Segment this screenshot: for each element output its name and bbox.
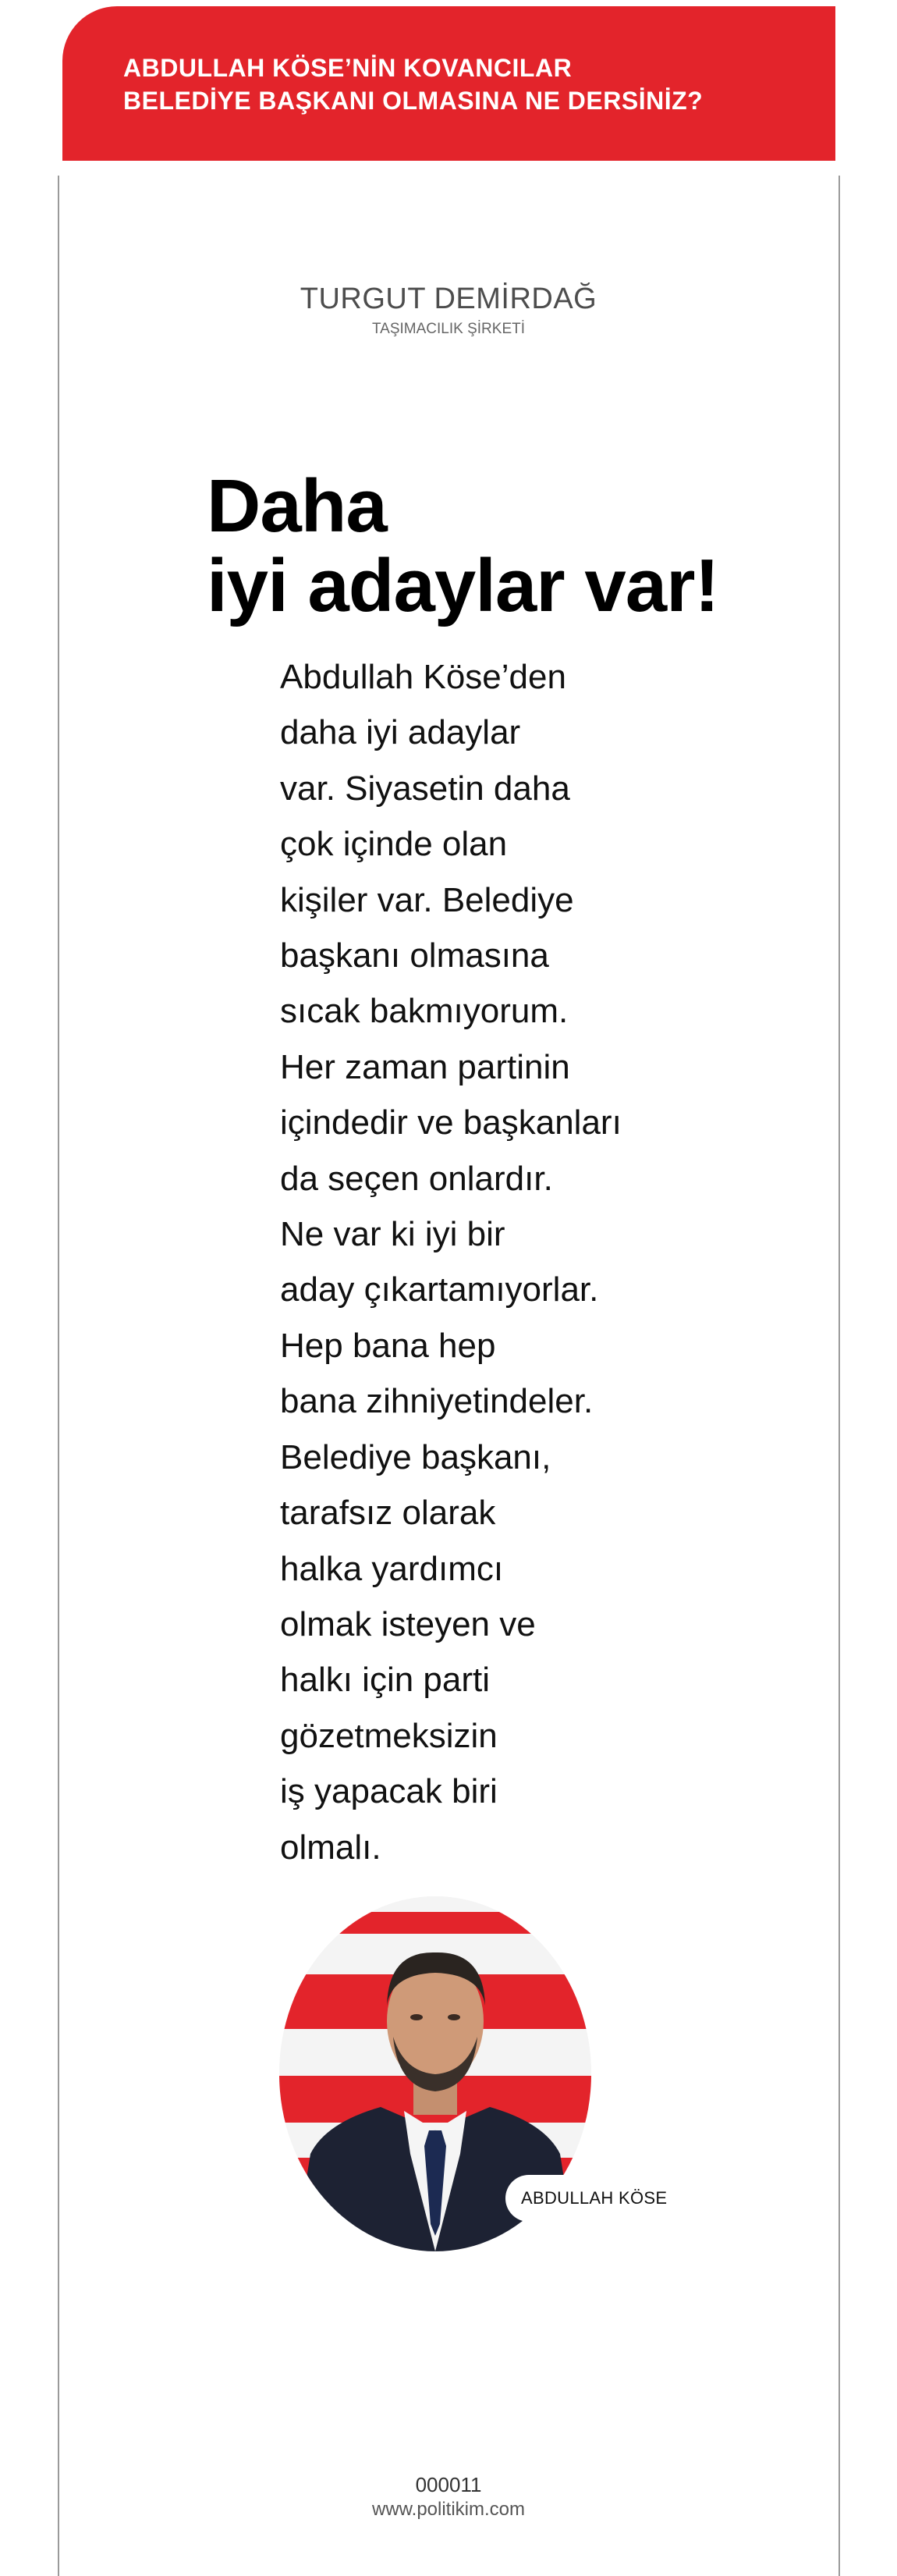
body-line: sıcak bakmıyorum. [280, 992, 569, 1031]
body-line: olmalı. [280, 1828, 381, 1867]
headline-line-1: Daha [207, 464, 387, 548]
body-line: Her zaman partinin [280, 1047, 570, 1086]
body-line: başkanı olmasına [280, 936, 549, 975]
headline [207, 464, 719, 627]
quote-body [280, 649, 622, 1875]
body-line: var. Siyasetin daha [280, 769, 570, 808]
author-name: TURGUT DEMİRDAĞ [300, 282, 597, 315]
body-line: iş yapacak biri [280, 1772, 498, 1811]
site-url-link[interactable]: www.politikim.com [371, 2499, 526, 2520]
question-banner [62, 6, 835, 161]
body-line: tarafsız olarak [280, 1494, 496, 1533]
body-line: gözetmeksizin [280, 1716, 498, 1755]
question-line-1: ABDULLAH KÖSE’NİN KOVANCILAR [123, 54, 573, 82]
body-line: olmak isteyen ve [280, 1604, 536, 1643]
frame-line-left [58, 176, 59, 2576]
page-number: 000011 [415, 2473, 482, 2496]
body-line: Hep bana hep [280, 1326, 496, 1365]
body-line: Ne var ki iyi bir [280, 1215, 505, 1254]
photo-caption [505, 2175, 685, 2222]
body-line: da seçen onlardır. [280, 1159, 553, 1198]
body-line: bana zihniyetindeler. [280, 1382, 594, 1421]
body-line: aday çıkartamıyorlar. [280, 1270, 599, 1309]
frame-line-right [838, 176, 840, 2576]
body-line: halkı için parti [280, 1661, 491, 1700]
body-line: Belediye başkanı, [280, 1437, 551, 1476]
page-footer [0, 2472, 897, 2522]
photo-caption-text: ABDULLAH KÖSE [521, 2188, 668, 2208]
author-block [0, 281, 897, 339]
question-line-2: BELEDİYE BAŞKANI OLMASINA NE DERSİNİZ? [123, 87, 704, 115]
body-line: kişiler var. Belediye [280, 880, 574, 919]
author-role: TAŞIMACILIK ŞİRKETİ [371, 321, 526, 337]
body-line: çok içinde olan [280, 825, 508, 864]
body-line: Abdullah Köse’den [280, 658, 566, 696]
body-line: içindedir ve başkanları [280, 1103, 622, 1142]
headline-line-2: iyi adaylar var! [207, 544, 719, 627]
body-line: halka yardımcı [280, 1549, 504, 1588]
body-line: daha iyi adaylar [280, 713, 521, 752]
